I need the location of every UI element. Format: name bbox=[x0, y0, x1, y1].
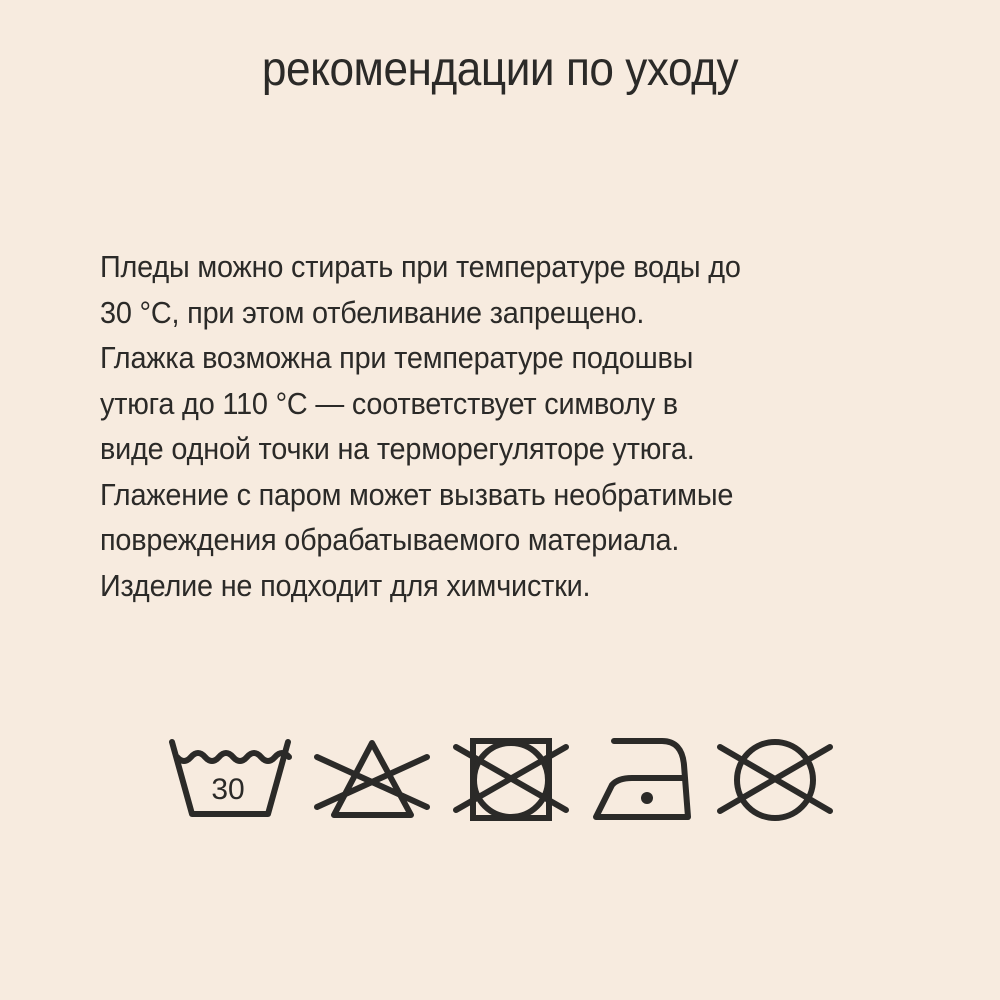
page-title: рекомендации по уходу bbox=[261, 43, 739, 96]
text-line: 30 °С, при этом отбеливание запрещено. bbox=[100, 294, 645, 330]
no-tumble-dry-icon bbox=[456, 741, 566, 818]
iron-dot-icon bbox=[641, 792, 653, 804]
text-line: утюга до 110 °С — соответствует символу в bbox=[100, 385, 678, 421]
text-line: виде одной точки на терморегуляторе утюга. bbox=[100, 431, 695, 466]
text-line: повреждения обрабатываемого материала. bbox=[100, 522, 680, 557]
text-line: Изделие не подходит для химчистки. bbox=[100, 567, 591, 603]
wash-30-icon bbox=[172, 742, 289, 814]
text-line: Глажение с паром может вызвать необратимые bbox=[100, 476, 734, 512]
no-bleach-icon bbox=[317, 743, 427, 815]
iron-low-temp-icon bbox=[596, 741, 688, 817]
text-line: Пледы можно стирать при температуре воды до bbox=[100, 249, 741, 284]
text-line: Глажка возможна при температуре подошвы bbox=[100, 340, 694, 375]
wash-temperature-label: 30 bbox=[211, 773, 245, 806]
no-dry-clean-icon bbox=[720, 742, 830, 818]
